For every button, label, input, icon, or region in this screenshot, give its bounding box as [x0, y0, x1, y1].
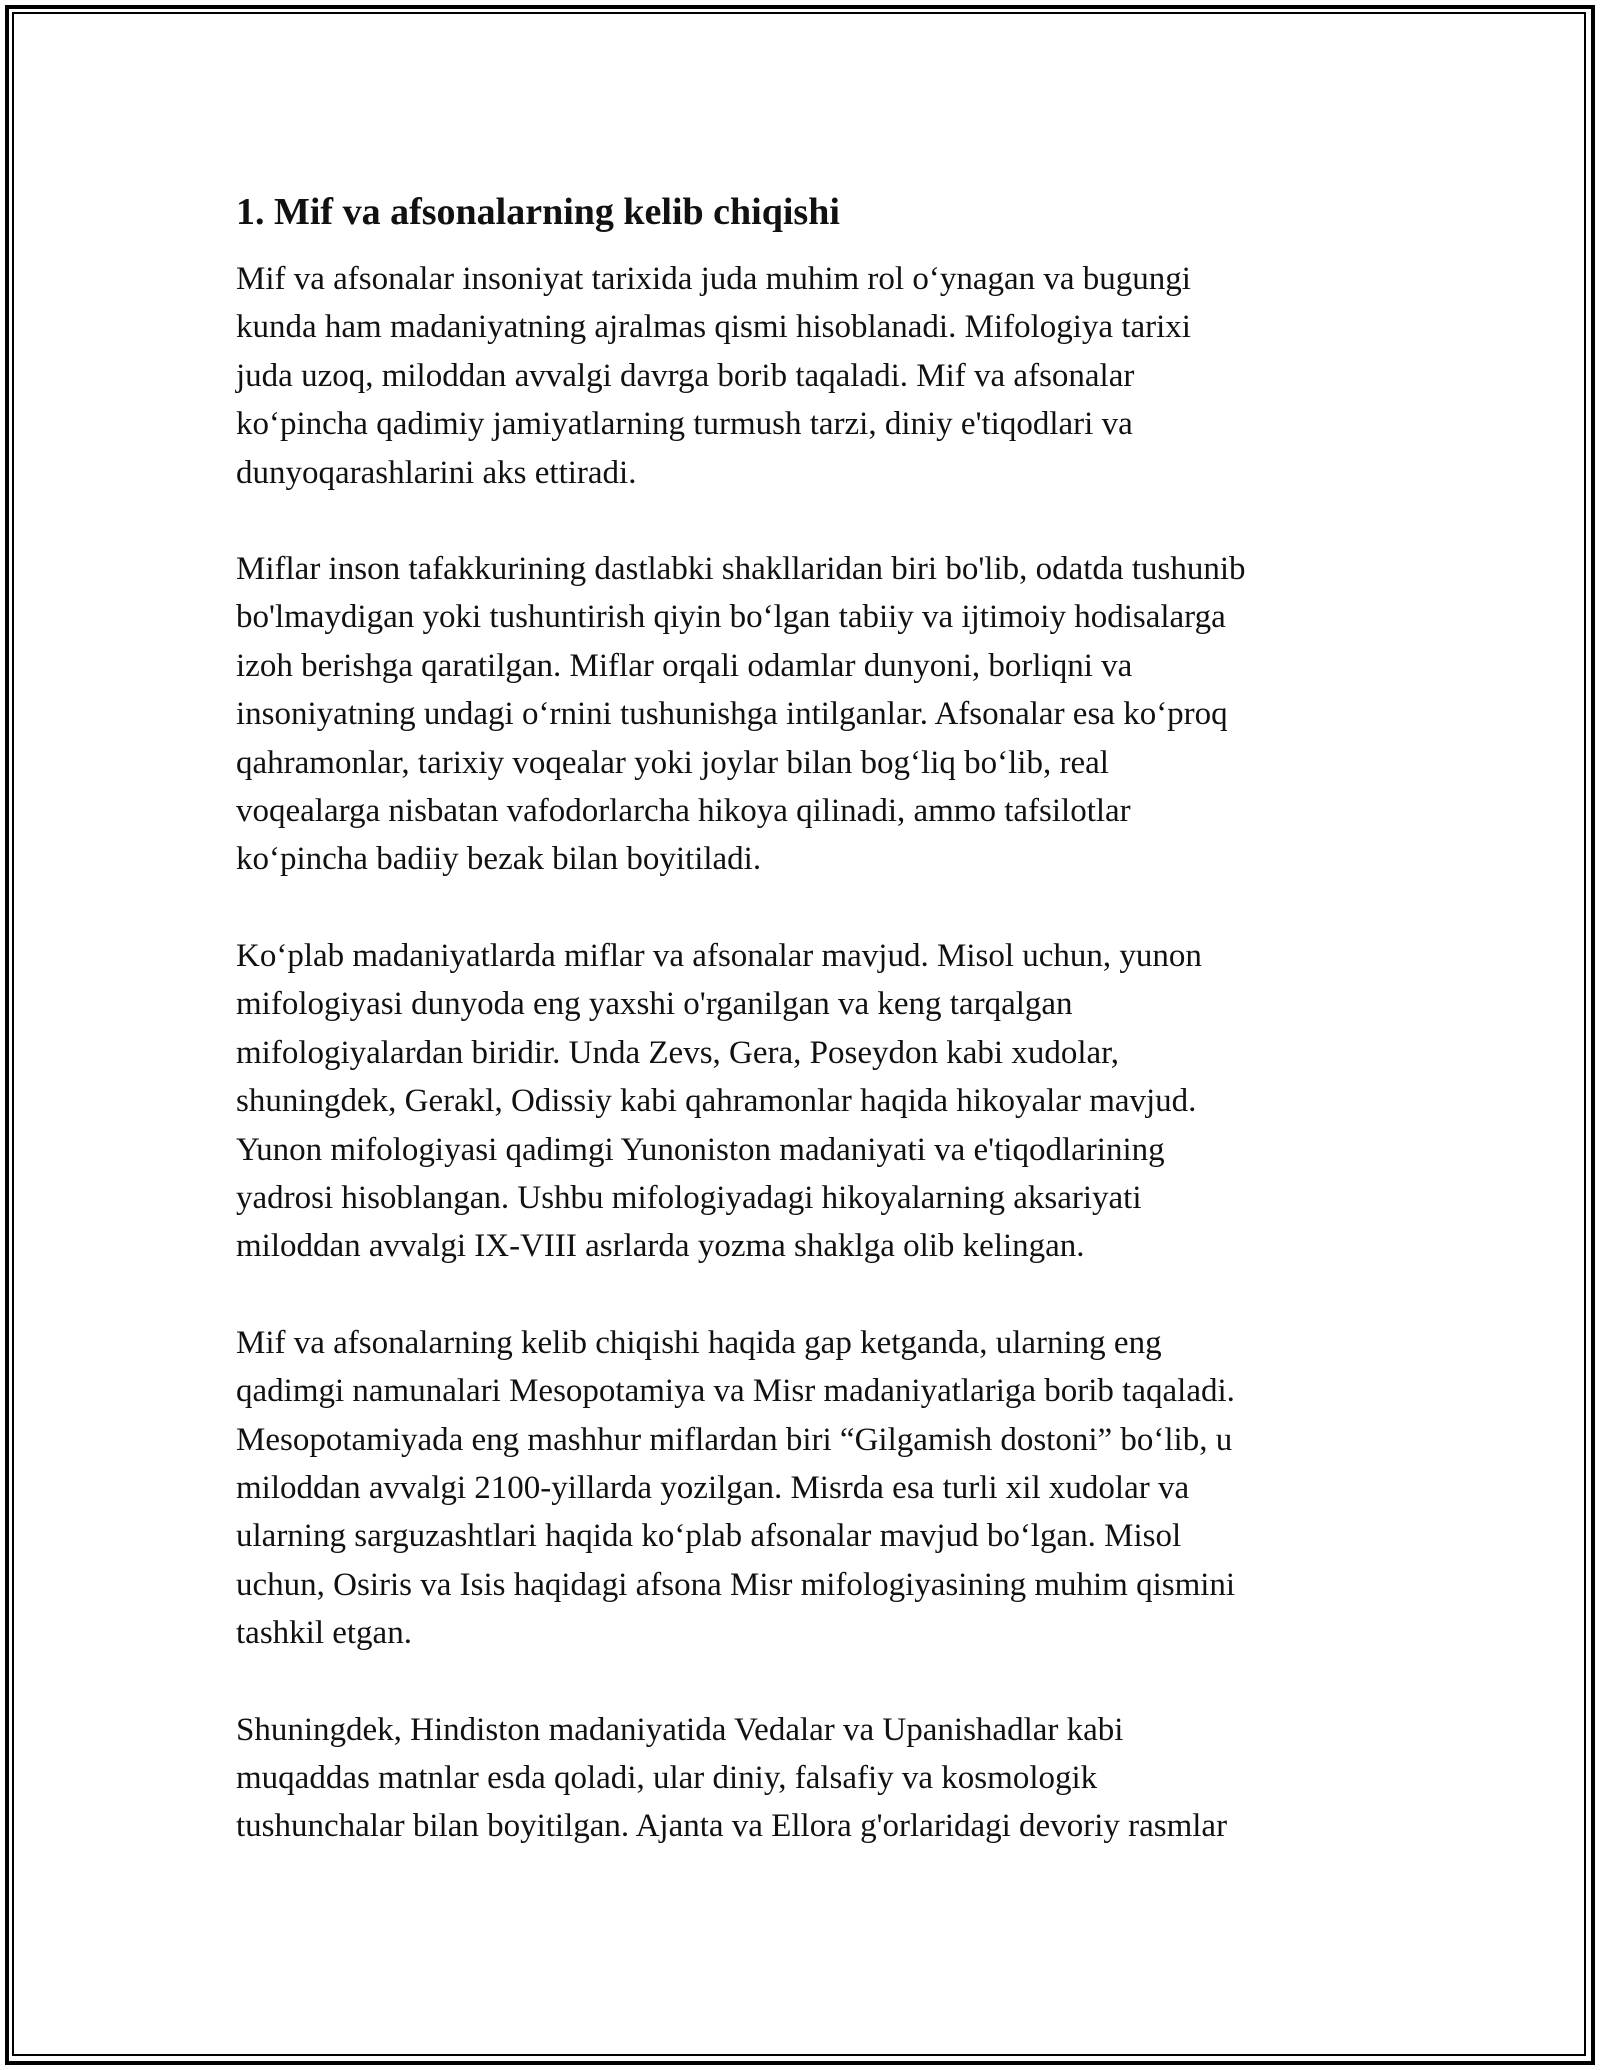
paragraph-1: [236, 255, 1366, 497]
text-line: Miflar inson tafakkurining dastlabki shakllaridan biri bo'lib, odatda tushunib: [236, 551, 1246, 588]
text-line: kunda ham madaniyatning ajralmas qismi hisoblanadi. Mifologiya tarixi: [236, 309, 1191, 346]
text-line: juda uzoq, miloddan avvalgi davrga borib taqaladi. Mif va afsonalar: [236, 357, 1135, 394]
text-line: Mif va afsonalarning kelib chiqishi haqida gap ketganda, ularning eng: [236, 1324, 1162, 1361]
text-line: ko‘pincha qadimiy jamiyatlarning turmush tarzi, diniy e'tiqodlari va: [236, 406, 1133, 443]
document-body: [236, 186, 1366, 1899]
text-line: bo'lmaydigan yoki tushuntirish qiyin bo‘lgan tabiiy va ijtimoiy hodisalarga: [236, 599, 1226, 636]
text-line: muqaddas matnlar esda qoladi, ular diniy, falsafiy va kosmologik: [236, 1759, 1098, 1796]
section-heading: 1. Mif va afsonalarning kelib chiqishi: [236, 191, 840, 233]
text-line: mifologiyalardan biridir. Unda Zevs, Gera, Poseydon kabi xudolar,: [236, 1034, 1120, 1071]
text-line: voqealarga nisbatan vafodorlarcha hikoya qilinadi, ammo tafsilotlar: [236, 793, 1131, 830]
text-line: Ko‘plab madaniyatlarda miflar va afsonalar mavjud. Misol uchun, yunon: [236, 937, 1202, 974]
text-line: qadimgi namunalari Mesopotamiya va Misr madaniyatlariga borib taqaladi.: [236, 1373, 1235, 1410]
text-line: ularning sarguzashtlari haqida ko‘plab afsonalar mavjud bo‘lgan. Misol: [236, 1518, 1182, 1555]
paragraph-3: [236, 932, 1366, 1271]
text-line: Mesopotamiyada eng mashhur miflardan biri “Gilgamish dostoni” bo‘lib, u: [236, 1421, 1233, 1458]
text-line: miloddan avvalgi 2100-yillarda yozilgan. Misrda esa turli xil xudolar va: [236, 1469, 1190, 1506]
text-line: Yunon mifologiyasi qadimgi Yunoniston madaniyati va e'tiqodlarining: [236, 1131, 1165, 1168]
text-line: dunyoqarashlarini aks ettiradi.: [236, 454, 637, 491]
text-line: Mif va afsonalar insoniyat tarixida juda muhim rol o‘ynagan va bugungi: [236, 261, 1191, 297]
text-line: mifologiyasi dunyoda eng yaxshi o'rganilgan va keng tarqalgan: [236, 986, 1073, 1023]
text-line: Shuningdek, Hindiston madaniyatida Vedalar va Upanishadlar kabi: [236, 1711, 1124, 1748]
text-line: tashkil etgan.: [236, 1615, 412, 1652]
text-line: ko‘pincha badiiy bezak bilan boyitiladi.: [236, 841, 762, 878]
paragraph-4: [236, 1319, 1366, 1658]
text-line: miloddan avvalgi IX-VIII asrlarda yozma shaklga olib kelingan.: [236, 1228, 1085, 1265]
text-line: shuningdek, Gerakl, Odissiy kabi qahramonlar haqida hikoyalar mavjud.: [236, 1083, 1197, 1120]
text-line: izoh berishga qaratilgan. Miflar orqali odamlar dunyoni, borliqni va: [236, 647, 1133, 684]
text-line: qahramonlar, tarixiy voqealar yoki joylar bilan bog‘liq bo‘lib, real: [236, 744, 1109, 781]
text-line: insoniyatning undagi o‘rnini tushunishga intilganlar. Afsonalar esa ko‘proq: [236, 696, 1228, 733]
text-line: uchun, Osiris va Isis haqidagi afsona Misr mifologiyasining muhim qismini: [236, 1566, 1236, 1603]
paragraph-2: [236, 545, 1366, 884]
paragraph-5: [236, 1706, 1366, 1851]
text-line: yadrosi hisoblangan. Ushbu mifologiyadagi hikoyalarning aksariyati: [236, 1179, 1142, 1216]
text-line: tushunchalar bilan boyitilgan. Ajanta va Ellora g'orlaridagi devoriy rasmlar: [236, 1808, 1228, 1845]
